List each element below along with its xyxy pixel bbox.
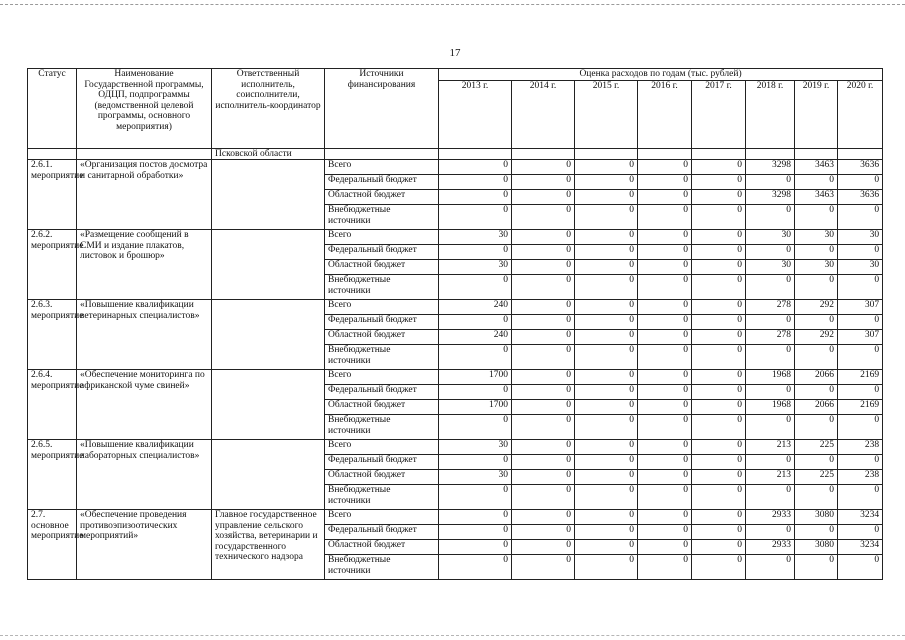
amount-cell: 0 [638, 370, 692, 385]
status-cell: 2.6.4. мероприятие [28, 370, 77, 440]
amount-cell: 2933 [746, 510, 795, 525]
amount-cell: 0 [692, 275, 746, 300]
amount-cell: 0 [512, 205, 575, 230]
activity-name-cell: «Обеспечение проведения противоэпизоотических мероприятий» [77, 510, 212, 580]
amount-cell: 292 [795, 300, 838, 315]
funding-source-cell: Всего [325, 300, 439, 315]
amount-cell: 0 [575, 510, 638, 525]
amount-cell: 0 [638, 260, 692, 275]
amount-cell: 3298 [746, 160, 795, 175]
amount-cell: 2066 [795, 400, 838, 415]
amount-cell: 1700 [439, 400, 512, 415]
amount-cell: 0 [638, 160, 692, 175]
year-header: 2013 г. [439, 80, 512, 148]
funding-source-cell: Внебюджетные источники [325, 485, 439, 510]
amount-cell: 0 [512, 330, 575, 345]
funding-source-cell: Всего [325, 370, 439, 385]
amount-cell: 213 [746, 470, 795, 485]
header-status: Статус [28, 69, 77, 149]
amount-cell: 0 [575, 440, 638, 455]
amount-cell: 0 [439, 555, 512, 580]
amount-cell: 0 [838, 415, 883, 440]
funding-source-cell: Внебюджетные источники [325, 275, 439, 300]
amount-cell: 0 [512, 455, 575, 470]
amount-cell: 0 [512, 260, 575, 275]
amount-cell: 0 [512, 230, 575, 245]
amount-cell: 3636 [838, 160, 883, 175]
amount-cell: 30 [795, 260, 838, 275]
amount-cell: 0 [512, 510, 575, 525]
amount-cell: 0 [638, 275, 692, 300]
amount-cell: 0 [795, 555, 838, 580]
amount-cell: 30 [838, 260, 883, 275]
amount-cell: 0 [638, 330, 692, 345]
amount-cell: 0 [795, 455, 838, 470]
funding-source-cell: Всего [325, 230, 439, 245]
amount-cell: 0 [512, 385, 575, 400]
amount-cell: 2933 [746, 540, 795, 555]
amount-cell: 0 [692, 300, 746, 315]
amount-cell: 30 [439, 470, 512, 485]
amount-cell: 2169 [838, 370, 883, 385]
amount-cell: 0 [575, 175, 638, 190]
amount-cell: 0 [638, 525, 692, 540]
amount-cell: 0 [746, 315, 795, 330]
amount-cell: 0 [439, 510, 512, 525]
amount-cell: 30 [746, 260, 795, 275]
amount-cell: 0 [439, 485, 512, 510]
amount-cell: 0 [439, 175, 512, 190]
table-row [28, 370, 883, 385]
amount-cell: 0 [746, 485, 795, 510]
amount-cell: 225 [795, 470, 838, 485]
amount-cell: 0 [575, 485, 638, 510]
amount-cell: 0 [838, 385, 883, 400]
amount-cell: 0 [638, 300, 692, 315]
amount-cell: 0 [795, 385, 838, 400]
amount-cell: 0 [746, 415, 795, 440]
amount-cell: 0 [692, 385, 746, 400]
amount-cell: 0 [575, 260, 638, 275]
amount-cell: 2169 [838, 400, 883, 415]
amount-cell: 0 [838, 275, 883, 300]
amount-cell: 0 [638, 205, 692, 230]
amount-cell: 0 [795, 315, 838, 330]
amount-cell: 0 [512, 175, 575, 190]
budget-table [27, 68, 883, 580]
amount-cell: 0 [512, 525, 575, 540]
amount-cell: 0 [692, 440, 746, 455]
amount-cell: 0 [638, 485, 692, 510]
amount-cell: 0 [838, 315, 883, 330]
amount-cell: 3234 [838, 510, 883, 525]
funding-source-cell: Федеральный бюджет [325, 175, 439, 190]
amount-cell: 30 [838, 230, 883, 245]
amount-cell: 0 [746, 455, 795, 470]
amount-cell: 0 [638, 540, 692, 555]
status-cell: 2.7. основное мероприятие [28, 510, 77, 580]
amount-cell: 238 [838, 470, 883, 485]
activity-name-cell: «Размещение сообщений в СМИ и издание плакатов, листовок и брошюр» [77, 230, 212, 300]
responsible-cell [212, 370, 325, 440]
scan-edge-bottom [0, 635, 905, 636]
amount-cell: 0 [512, 275, 575, 300]
amount-cell: 0 [638, 175, 692, 190]
header-estimate: Оценка расходов по годам (тыс. рублей) [439, 69, 883, 81]
amount-cell: 0 [795, 245, 838, 260]
responsible-cell [212, 440, 325, 510]
funding-source-cell: Областной бюджет [325, 190, 439, 205]
year-header: 2016 г. [638, 80, 692, 148]
responsible-cell [212, 160, 325, 230]
funding-source-cell: Внебюджетные источники [325, 555, 439, 580]
amount-cell: 0 [439, 160, 512, 175]
amount-cell: 0 [692, 315, 746, 330]
header-name: Наименование Государственной программы, ОДЦП, подпрограммы (ведомственной целевой программы, основного мероприятия) [77, 69, 212, 149]
amount-cell: 0 [512, 370, 575, 385]
amount-cell: 0 [795, 525, 838, 540]
amount-cell: 0 [746, 345, 795, 370]
funding-source-cell: Федеральный бюджет [325, 385, 439, 400]
amount-cell: 278 [746, 330, 795, 345]
table-row [28, 300, 883, 315]
funding-source-cell: Всего [325, 160, 439, 175]
header-responsible: Ответственный исполнитель, соисполнители, исполнитель-координатор [212, 69, 325, 149]
status-cell: 2.6.3. мероприятие [28, 300, 77, 370]
amount-cell: 0 [512, 160, 575, 175]
amount-cell: 0 [575, 160, 638, 175]
amount-cell: 0 [439, 245, 512, 260]
amount-cell: 307 [838, 330, 883, 345]
funding-source-cell: Областной бюджет [325, 540, 439, 555]
amount-cell: 30 [439, 260, 512, 275]
amount-cell: 0 [638, 345, 692, 370]
amount-cell: 0 [575, 415, 638, 440]
year-header: 2020 г. [838, 80, 883, 148]
status-cell: 2.6.1. мероприятие [28, 160, 77, 230]
amount-cell: 0 [638, 415, 692, 440]
amount-cell: 0 [575, 385, 638, 400]
activity-name-cell: «Обеспечение мониторинга по африканской чуме свиней» [77, 370, 212, 440]
funding-source-cell: Федеральный бюджет [325, 315, 439, 330]
amount-cell: 307 [838, 300, 883, 315]
amount-cell: 0 [795, 275, 838, 300]
header-sources: Источники финансирования [325, 69, 439, 149]
funding-source-cell: Внебюджетные источники [325, 205, 439, 230]
amount-cell: 0 [692, 510, 746, 525]
amount-cell: 240 [439, 330, 512, 345]
amount-cell: 3080 [795, 540, 838, 555]
amount-cell: 0 [692, 370, 746, 385]
amount-cell: 0 [795, 415, 838, 440]
amount-cell: 0 [575, 540, 638, 555]
amount-cell: 0 [746, 175, 795, 190]
amount-cell: 0 [692, 455, 746, 470]
amount-cell: 0 [638, 510, 692, 525]
amount-cell: 238 [838, 440, 883, 455]
responsible-cell: Главное государственное управление сельского хозяйства, ветеринарии и государственного технического надзора [212, 510, 325, 580]
amount-cell: 0 [692, 345, 746, 370]
year-header: 2019 г. [795, 80, 838, 148]
amount-cell: 30 [746, 230, 795, 245]
amount-cell: 213 [746, 440, 795, 455]
amount-cell: 0 [638, 315, 692, 330]
amount-cell: 1700 [439, 370, 512, 385]
amount-cell: 0 [575, 190, 638, 205]
status-cell: 2.6.5. мероприятие [28, 440, 77, 510]
amount-cell: 0 [575, 245, 638, 260]
amount-cell: 0 [512, 540, 575, 555]
funding-source-cell: Областной бюджет [325, 330, 439, 345]
amount-cell: 0 [838, 525, 883, 540]
amount-cell: 0 [692, 190, 746, 205]
amount-cell: 0 [638, 440, 692, 455]
amount-cell: 0 [838, 485, 883, 510]
amount-cell: 0 [575, 345, 638, 370]
amount-cell: 0 [575, 400, 638, 415]
amount-cell: 0 [575, 370, 638, 385]
funding-source-cell: Внебюджетные источники [325, 415, 439, 440]
responsible-cell [212, 230, 325, 300]
amount-cell: 0 [439, 525, 512, 540]
amount-cell: 0 [746, 245, 795, 260]
amount-cell: 0 [692, 470, 746, 485]
amount-cell: 1968 [746, 370, 795, 385]
table-row [28, 230, 883, 245]
amount-cell: 0 [575, 470, 638, 485]
amount-cell: 0 [575, 300, 638, 315]
amount-cell: 0 [692, 525, 746, 540]
amount-cell: 0 [439, 275, 512, 300]
amount-cell: 0 [795, 485, 838, 510]
amount-cell: 0 [439, 540, 512, 555]
amount-cell: 0 [575, 315, 638, 330]
amount-cell: 0 [692, 415, 746, 440]
amount-cell: 3234 [838, 540, 883, 555]
page-number: 17 [449, 47, 461, 59]
amount-cell: 240 [439, 300, 512, 315]
funding-source-cell: Всего [325, 440, 439, 455]
funding-source-cell: Федеральный бюджет [325, 455, 439, 470]
continuation-text: Псковской области [212, 148, 325, 160]
amount-cell: 0 [638, 455, 692, 470]
amount-cell: 3463 [795, 160, 838, 175]
year-header: 2014 г. [512, 80, 575, 148]
amount-cell: 0 [838, 555, 883, 580]
amount-cell: 0 [692, 485, 746, 510]
funding-source-cell: Областной бюджет [325, 400, 439, 415]
amount-cell: 0 [638, 385, 692, 400]
amount-cell: 0 [512, 190, 575, 205]
amount-cell: 0 [512, 300, 575, 315]
amount-cell: 0 [795, 345, 838, 370]
amount-cell: 0 [838, 345, 883, 370]
amount-cell: 0 [439, 455, 512, 470]
activity-name-cell: «Организация постов досмотра и санитарной обработки» [77, 160, 212, 230]
amount-cell: 0 [439, 190, 512, 205]
amount-cell: 30 [439, 440, 512, 455]
amount-cell: 0 [692, 555, 746, 580]
scan-edge-top [0, 4, 905, 5]
amount-cell: 0 [512, 245, 575, 260]
table-row [28, 160, 883, 175]
amount-cell: 0 [692, 245, 746, 260]
amount-cell: 0 [512, 415, 575, 440]
amount-cell: 0 [512, 315, 575, 330]
amount-cell: 1968 [746, 400, 795, 415]
amount-cell: 0 [638, 245, 692, 260]
amount-cell: 0 [512, 345, 575, 370]
amount-cell: 0 [575, 555, 638, 580]
amount-cell: 292 [795, 330, 838, 345]
funding-source-cell: Федеральный бюджет [325, 525, 439, 540]
amount-cell: 0 [439, 315, 512, 330]
amount-cell: 0 [692, 540, 746, 555]
amount-cell: 0 [746, 205, 795, 230]
table-row [28, 510, 883, 525]
year-header: 2015 г. [575, 80, 638, 148]
amount-cell: 0 [575, 275, 638, 300]
amount-cell: 278 [746, 300, 795, 315]
amount-cell: 0 [838, 205, 883, 230]
activity-name-cell: «Повышение квалификации лабораторных специалистов» [77, 440, 212, 510]
funding-source-cell: Внебюджетные источники [325, 345, 439, 370]
amount-cell: 2066 [795, 370, 838, 385]
amount-cell: 0 [746, 275, 795, 300]
amount-cell: 3636 [838, 190, 883, 205]
year-header: 2018 г. [746, 80, 795, 148]
amount-cell: 0 [512, 485, 575, 510]
status-cell: 2.6.2. мероприятие [28, 230, 77, 300]
amount-cell: 0 [638, 190, 692, 205]
amount-cell: 0 [838, 245, 883, 260]
table-row [28, 440, 883, 455]
amount-cell: 0 [512, 555, 575, 580]
amount-cell: 0 [692, 330, 746, 345]
year-header: 2017 г. [692, 80, 746, 148]
amount-cell: 0 [692, 205, 746, 230]
responsible-cell [212, 300, 325, 370]
funding-source-cell: Областной бюджет [325, 260, 439, 275]
amount-cell: 0 [746, 555, 795, 580]
funding-source-cell: Областной бюджет [325, 470, 439, 485]
amount-cell: 0 [638, 230, 692, 245]
amount-cell: 0 [512, 470, 575, 485]
amount-cell: 0 [575, 230, 638, 245]
amount-cell: 0 [439, 385, 512, 400]
amount-cell: 3080 [795, 510, 838, 525]
activity-name-cell: «Повышение квалификации ветеринарных специалистов» [77, 300, 212, 370]
amount-cell: 0 [746, 525, 795, 540]
amount-cell: 0 [439, 345, 512, 370]
funding-source-cell: Всего [325, 510, 439, 525]
amount-cell: 0 [575, 455, 638, 470]
amount-cell: 225 [795, 440, 838, 455]
amount-cell: 0 [838, 455, 883, 470]
amount-cell: 0 [638, 555, 692, 580]
amount-cell: 0 [439, 205, 512, 230]
amount-cell: 0 [638, 470, 692, 485]
amount-cell: 30 [439, 230, 512, 245]
amount-cell: 0 [638, 400, 692, 415]
amount-cell: 0 [439, 415, 512, 440]
amount-cell: 0 [838, 175, 883, 190]
amount-cell: 0 [795, 205, 838, 230]
amount-cell: 0 [692, 230, 746, 245]
amount-cell: 0 [692, 160, 746, 175]
amount-cell: 0 [692, 400, 746, 415]
amount-cell: 0 [575, 330, 638, 345]
amount-cell: 0 [692, 175, 746, 190]
amount-cell: 3298 [746, 190, 795, 205]
amount-cell: 0 [512, 400, 575, 415]
amount-cell: 0 [575, 525, 638, 540]
funding-source-cell: Федеральный бюджет [325, 245, 439, 260]
amount-cell: 0 [575, 205, 638, 230]
amount-cell: 0 [512, 440, 575, 455]
amount-cell: 0 [692, 260, 746, 275]
amount-cell: 30 [795, 230, 838, 245]
amount-cell: 0 [795, 175, 838, 190]
amount-cell: 3463 [795, 190, 838, 205]
amount-cell: 0 [746, 385, 795, 400]
